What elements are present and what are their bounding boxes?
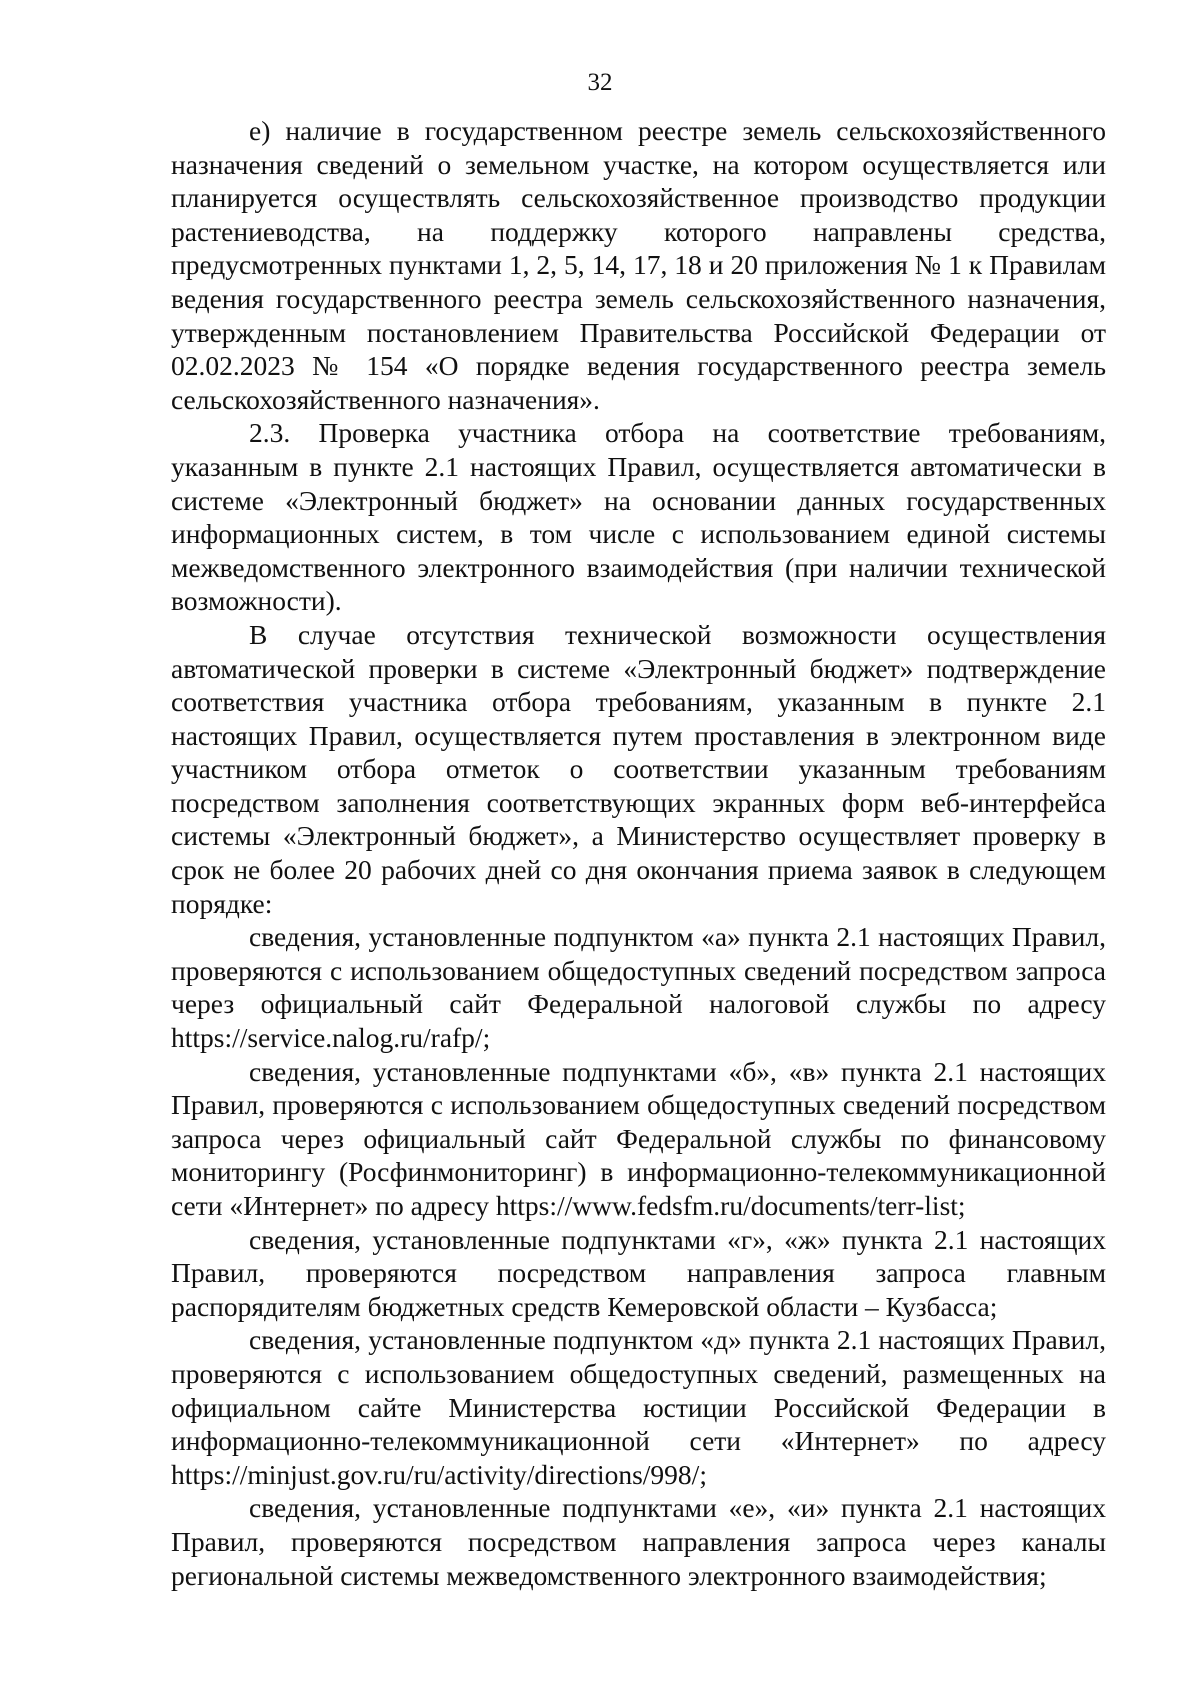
paragraph-check-subitems-e-i: сведения, установленные подпунктами «е», «и» пункта 2.1 настоящих Правил, проверяются посредством направления запроса через каналы региональной системы межведомственного электронного взаимодействия; <box>171 1492 1106 1591</box>
paragraph-check-subitems-b-v: сведения, установленные подпунктами «б», «в» пункта 2.1 настоящих Правил, проверяются с использованием общедоступных сведений посредством запроса через официальный сайт Федеральной службы по финансовому мониторингу (Росфинмониторинг) в информационно-телекоммуникационной сети «Интернет» по адресу https://www.fedsfm.ru/documents/terr-list; <box>171 1055 1106 1221</box>
paragraph-no-technical-capability: В случае отсутствия технической возможности осуществления автоматической проверки в системе «Электронный бюджет» подтверждение соответствия участника отбора требованиям, указанным в пункте 2.1 настоящих Правил, осуществляется путем проставления в электронном виде участником отбора отметок о соответствии указанным требованиям посредством заполнения соответствующих экранных форм веб-интерфейса системы «Электронный бюджет», а Министерство осуществляет проверку в срок не более 20 рабочих дней со дня окончания приема заявок в следующем порядке: <box>171 618 1106 919</box>
paragraph-check-subitem-d: сведения, установленные подпунктом «д» пункта 2.1 настоящих Правил, проверяются с использованием общедоступных сведений, размещенных на официальном сайте Министерства юстиции Российской Федерации в информационно-телекоммуникационной сети «Интернет» по адресу https://minjust.gov.ru/ru/activity/directions/998/; <box>171 1324 1106 1490</box>
paragraph-check-subitems-g-zh: сведения, установленные подпунктами «г», «ж» пункта 2.1 настоящих Правил, проверяются посредством направления запроса главным распорядителям бюджетных средств Кемеровской области – Кузбасса; <box>171 1223 1106 1322</box>
paragraph-check-subitem-a: сведения, установленные подпунктом «а» пункта 2.1 настоящих Правил, проверяются с использованием общедоступных сведений посредством запроса через официальный сайт Федеральной налоговой службы по адресу https://service.nalog.ru/rafp/; <box>171 921 1106 1054</box>
page-number: 32 <box>587 69 613 96</box>
paragraph-subitem-e: е) наличие в государственном реестре земель сельскохозяйственного назначения сведений о земельном участке, на котором осуществляется или планируется осуществлять сельскохозяйственное производство продукции растениеводства, на поддержку которого направлены средства, предусмотренных пунктами 1, 2, 5, 14, 17, 18 и 20 приложения № 1 к Правилам ведения государственного реестра земель сельскохозяйственного назначения, утвержденным постановлением Правительства Российской Федерации от 02.02.2023 № 154 «О порядке ведения государственного реестра земель сельскохозяйственного назначения». <box>171 115 1106 415</box>
document-body <box>171 114 1106 1592</box>
paragraph-2-3: 2.3. Проверка участника отбора на соответствие требованиям, указанным в пункте 2.1 настоящих Правил, осуществляется автоматически в системе «Электронный бюджет» на основании данных государственных информационных систем, в том числе с использованием единой системы межведомственного электронного взаимодействия (при наличии технической возможности). <box>171 417 1106 617</box>
